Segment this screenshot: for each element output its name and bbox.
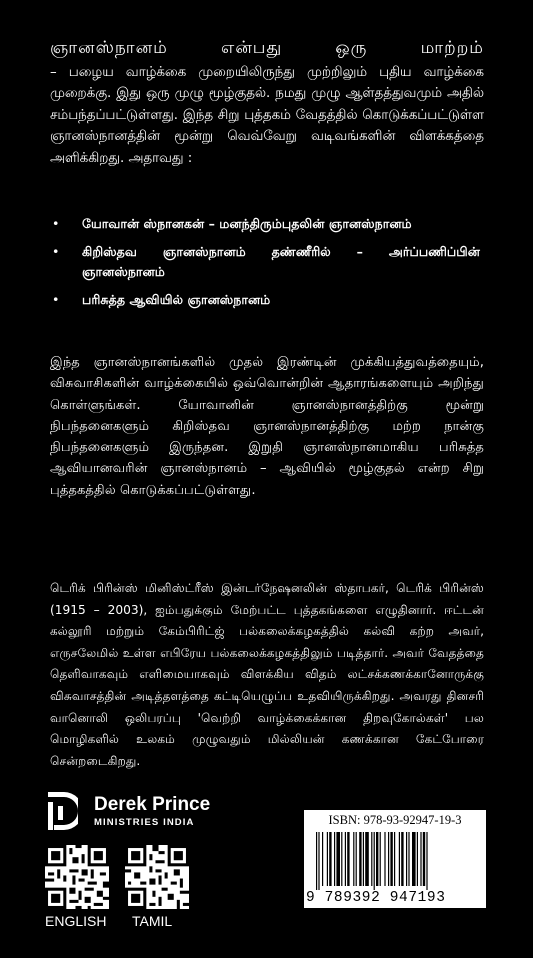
barcode-bars [312, 830, 478, 892]
qr-code-english[interactable] [45, 845, 109, 909]
list-item-text: யோவான் ஸ்நானகன் – மனந்திரும்புதலின் ஞானஸ்நானம் [82, 216, 412, 231]
list-item [50, 214, 480, 234]
qr-label-tamil: TAMIL [132, 913, 173, 929]
summary-paragraph: இந்த ஞானஸ்நானங்களில் முதல் இரண்டின் முக்கியத்துவத்தையும், விசுவாசிகளின் வாழ்க்கையில் ஒவ்வொன்றின் ஆதாரங்களையும் அறிந்து கொள்ளுங்கள். யோவானின் ஞானஸ்நானத்திற்கு மூன்று நிபந்தனைகளும் கிறிஸ்தவ ஞானஸ்நானத்திற்கு மற்ற நான்கு நிபந்தனைகளும் இருந்தன. இறுதி ஞானஸ்நானமாகிய பரிசுத்த ஆவியானவரின் ஞானஸ்நானம் – ஆவியில் மூழ்குதல் என்ற சிறு புத்தகத்தில் கொடுக்கப்பட்டுள்ளது. [50, 355, 484, 498]
author-bio: டெரிக் பிரின்ஸ் மினிஸ்ட்ரீஸ் இன்டர்நேஷனலின் ஸ்தாபகர், டெரிக் பிரின்ஸ் (1915 – 2003), ஐம்பதுக்கும் மேற்பட்ட புத்தகங்களை எழுதினார். ஈட்டன் கல்லூரி மற்றும் கேம்பிரிட்ஜ் பல்கலைக்கழகத்தில் கல்வி கற்ற அவர், எருசலேமில் உள்ள எபிரேய பல்கலைக்கழகத்திலும் படித்தார். அவர் வேதத்தை தெளிவாகவும் எளிமையாகவும் விளக்கிய விதம் லட்சக்கணக்கானோருக்கு விசுவாசத்தின் அடித்தளத்தை கட்டியெழுப்ப உதவியிருக்கிறது. அவரது தினசரி வானொலி ஒலிபரப்பு 'வெற்றி வாழ்க்கைக்கான திறவுகோல்கள்' பல மொழிகளில் உலகம் முழுவதும் மில்லியன் கணக்கான கேட்போரை சென்றடைகிறது. [50, 581, 484, 768]
bullet-icon: • [52, 244, 60, 259]
list-item [50, 290, 480, 310]
intro-body: – பழைய வாழ்க்கை முறையிலிருந்து முற்றிலும் புதிய வாழ்க்கை முறைக்கு. இது ஒரு முழு மூழ்குதல். நமது முழு ஆள்தத்துவமும் அதில் சம்பந்தப்பட்டுள்ளது. இந்த சிறு புத்தகம் வேதத்தில் கொடுக்கப்பட்டுள்ள ஞானஸ்நானத்தின் மூன்று வெவ்வேறு வடிவங்களின் விளக்கத்தை அளிக்கிறது. அதாவது : [50, 64, 484, 166]
list-item-text: பரிசுத்த ஆவியில் ஞானஸ்நானம் [82, 292, 271, 307]
qr-code-icon [125, 845, 189, 909]
list-item [50, 242, 480, 282]
qr-code-icon [45, 845, 109, 909]
barcode-digits: 9 789392 947193 [306, 890, 446, 906]
list-item-text: கிறிஸ்தவ ஞானஸ்நானம் தண்ணீரில் – அர்ப்பணிப்பின் ஞானஸ்நானம் [82, 244, 480, 279]
baptism-types-list [50, 214, 480, 318]
publisher-name: Derek Prince [94, 794, 211, 815]
publisher-subtitle: MINISTRIES INDIA [94, 817, 195, 828]
bullet-icon: • [52, 292, 60, 307]
isbn-text: ISBN: 978-93-92947-19-3 [328, 813, 462, 827]
qr-code-tamil[interactable] [125, 845, 189, 909]
derek-prince-logo-mark-icon [48, 792, 78, 830]
qr-label-english: ENGLISH [45, 913, 107, 929]
intro-lead: ஞானஸ்நானம் என்பது ஒரு மாற்றம் [50, 38, 484, 58]
isbn-barcode [304, 810, 486, 908]
publisher-logo [48, 792, 268, 832]
intro-paragraph [50, 38, 484, 169]
bullet-icon: • [52, 216, 60, 231]
